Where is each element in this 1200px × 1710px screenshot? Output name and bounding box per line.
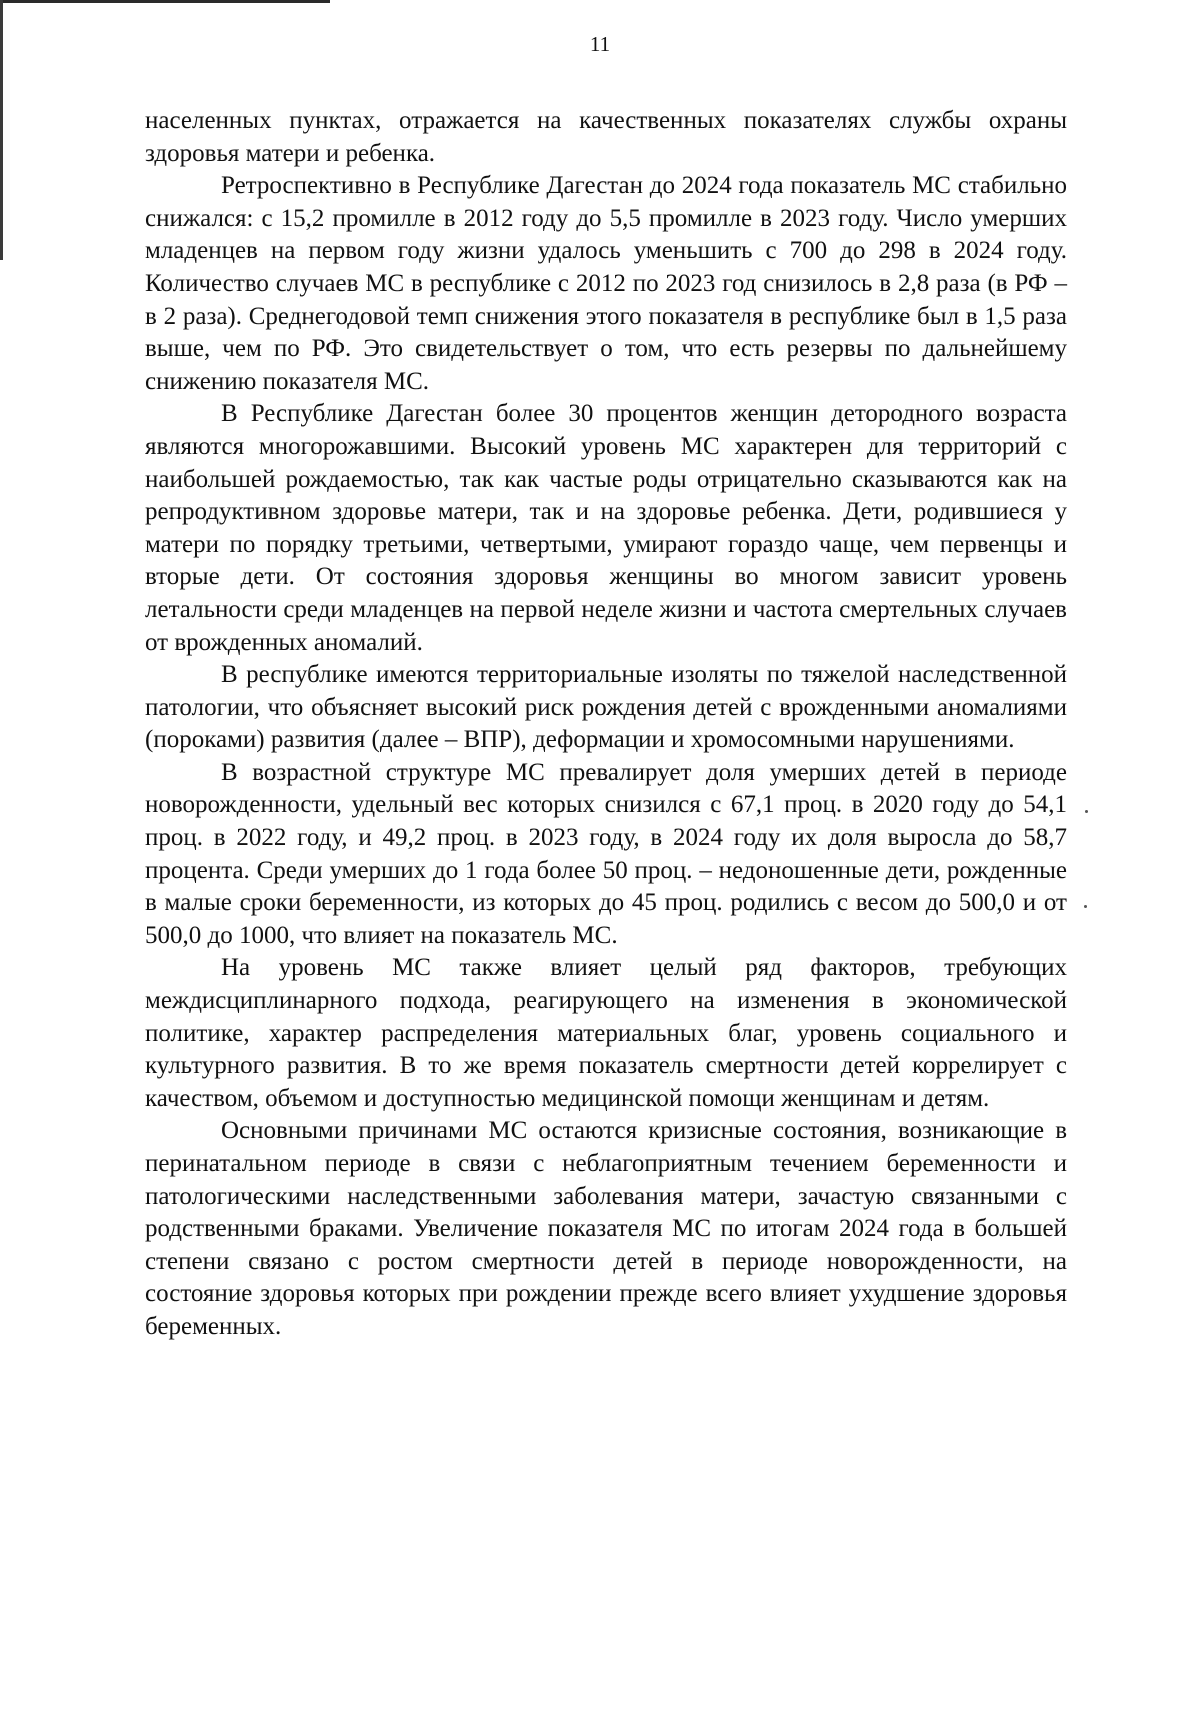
document-body [145,105,1067,1344]
paragraph-continuation: населенных пунктах, отражается на качественных показателях службы охраны здоровья матери и ребенка. [145,107,1067,167]
scan-edge-top [0,0,330,3]
paragraph-retrospective: Ретроспективно в Республике Дагестан до 2024 года показатель МС стабильно снижался: с 15,2 промилле в 2012 году до 5,5 промилле в 2023 году. Число умерших младенцев на первом году жизни удалось уменьшить с 700 до 298 в 2024 году. Количество случаев МС в республике с 2012 по 2023 год снизилось в 2,8 раза (в РФ – в 2 раза). Среднегодовой темп снижения этого показателя в республике был в 1,5 раза выше, чем по РФ. Это свидетельствует о том, что есть резервы по дальнейшему снижению показателя МС. [145,172,1067,395]
paragraph-multiparous-women: В Республике Дагестан более 30 процентов женщин детородного возраста являются многорожавшими. Высокий уровень МС характерен для территорий с наибольшей рождаемостью, так как частые роды отрицательно сказываются как на репродуктивном здоровье матери, так и на здоровье ребенка. Дети, родившиеся у матери по порядку третьими, четвертыми, умирают гораздо чаще, чем первенцы и вторые дети. От состояния здоровья женщины во многом зависит уровень летальности среди младенцев на первой неделе жизни и частота смертельных случаев от врожденных аномалий. [145,400,1067,656]
scan-speck [1085,810,1088,813]
paragraph-main-causes: Основными причинами МС остаются кризисные состояния, возникающие в перинатальном периоде в связи с неблагоприятным течением беременности и патологическими наследственными заболевания матери, зачастую связанными с родственными браками. Увеличение показателя МС по итогам 2024 года в большей степени связано с ростом смертности детей в периоде новорожденности, на состояние здоровья которых при рождении прежде всего влияет ухудшение здоровья беременных. [145,1117,1067,1340]
paragraph-genetic-isolates: В республике имеются территориальные изоляты по тяжелой наследственной патологии, что объясняет высокий риск рождения детей с врожденными аномалиями (пороками) развития (далее – ВПР), деформации и хромосомными нарушениями. [145,661,1067,754]
paragraph-influencing-factors: На уровень МС также влияет целый ряд факторов, требующих междисциплинарного подхода, реагирующего на изменения в экономической политике, характер распределения материальных благ, уровень социального и культурного развития. В то же время показатель смертности детей коррелирует с качеством, объемом и доступностью медицинской помощи женщинам и детям. [145,954,1067,1112]
scan-speck [1084,905,1087,908]
paragraph-age-structure: В возрастной структуре МС превалирует доля умерших детей в периоде новорожденности, удельный вес которых снизился с 67,1 проц. в 2020 году до 54,1 проц. в 2022 году, и 49,2 проц. в 2023 году, в 2024 году их доля выросла до 58,7 процента. Среди умерших до 1 года более 50 проц. – недоношенные дети, рожденные в малые сроки беременности, из которых до 45 проц. родились с весом до 500,0 и от 500,0 до 1000, что влияет на показатель МС. [145,758,1067,949]
page-number: 11 [589,32,611,56]
